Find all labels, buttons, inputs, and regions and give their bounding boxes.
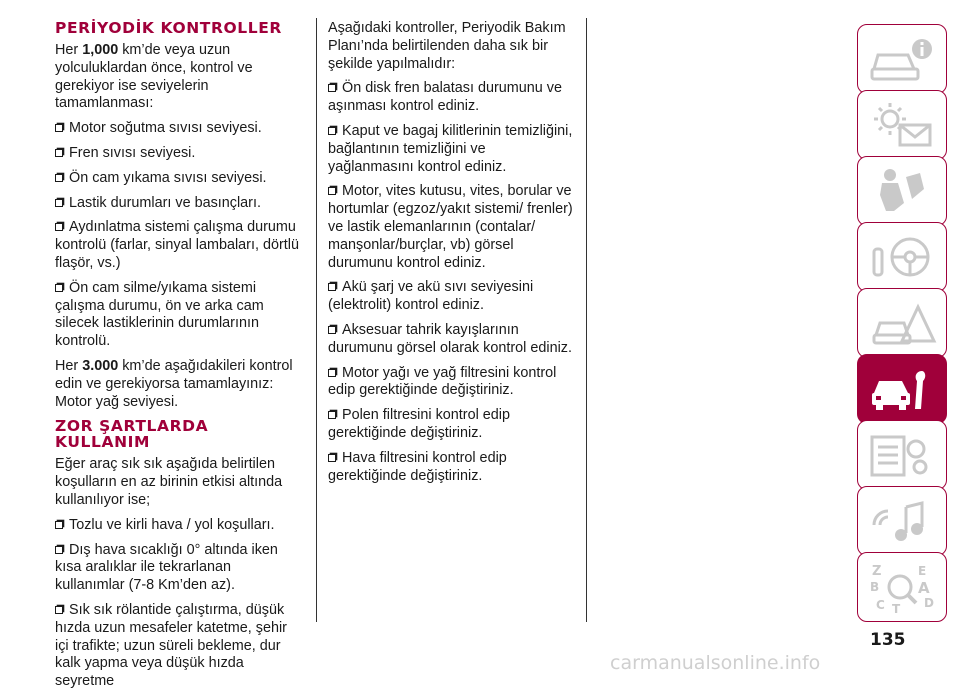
svg-text:T: T: [892, 602, 901, 615]
index-icon: [868, 561, 938, 615]
checklist-item-text: Ön cam silme/yıkama sistemi çalışma durumu, ön ve arka cam silecek lastiklerinin durumlarının kontrolü.: [55, 279, 264, 350]
tab-car-info[interactable]: [857, 24, 947, 94]
checklist-item-text: Polen filtresini kontrol edip gerektiğinde değiştiriniz.: [328, 407, 510, 441]
svg-text:B: B: [870, 580, 880, 594]
checkbox-bullet-icon: [328, 187, 336, 195]
starting-driving-icon: [868, 231, 938, 285]
checklist-item-text: Ön disk fren balatası durumunu ve aşınması kontrol ediniz.: [328, 80, 562, 115]
checkbox-bullet-icon: [328, 84, 336, 92]
checklist-item-text: Kaput ve bagaj kilitlerinin temizliğini, bağlantının temizliğini ve yağlanmasını kontrol ediniz.: [328, 122, 573, 175]
checklist-item: [55, 219, 301, 272]
section-heading-periodic-checks: PERİYODİK KONTROLLER: [55, 19, 282, 37]
checkbox-bullet-icon: [55, 223, 63, 231]
checklist-item: [55, 517, 301, 535]
page-number: 135: [870, 630, 906, 650]
checklist-item: [55, 195, 301, 213]
checklist-1: [55, 120, 301, 351]
tab-emergency[interactable]: [857, 288, 947, 358]
checkbox-bullet-icon: [328, 127, 336, 135]
checklist-item-text: Motor, vites kutusu, vites, borular ve hortumlar (egzoz/yakıt sistemi/ frenler) ve lastik elemanlarının (contalar/ manşonlar/burçlar, vb) görsel durumunu kontrol ediniz.: [328, 183, 573, 271]
emergency-icon: [868, 297, 938, 351]
checklist-item: [328, 80, 574, 116]
column-divider-2: [586, 18, 587, 622]
technical-data-icon: [868, 429, 938, 483]
svg-text:C: C: [876, 598, 885, 612]
tab-multimedia[interactable]: [857, 486, 947, 556]
checklist-item: [328, 279, 574, 315]
column-divider-1: [316, 18, 317, 622]
intro-paragraph-2: Her 3.000 km’de aşağıdakileri kontrol edin ve gerekiyorsa tamamlayınız: Motor yağ seviyesi.: [55, 357, 293, 410]
checkbox-bullet-icon: [328, 283, 336, 291]
checkbox-bullet-icon: [328, 369, 336, 377]
intro-paragraph-right: Aşağıdaki kontroller, Periyodik Bakım Planı’nda belirtilenden daha sık bir şekilde yapılmalıdır:: [328, 20, 566, 72]
warning-lights-icon: [868, 99, 938, 153]
intro-paragraph-3: Eğer araç sık sık aşağıda belirtilen koşulların en az birinin etkisi altında kullanılıyor ise;: [55, 456, 283, 508]
checklist-item-text: Dış hava sıcaklığı 0° altında iken kısa aralıklar ile tekrarlanan kullanımlar (7-8 Km’den az).: [55, 541, 278, 594]
tab-maintenance[interactable]: [857, 354, 947, 424]
svg-text:D: D: [924, 596, 934, 610]
checkbox-bullet-icon: [55, 149, 63, 157]
checklist-item: [328, 407, 574, 443]
checklist-item-text: Motor soğutma sıvısı seviyesi.: [69, 120, 262, 137]
checkbox-bullet-icon: [55, 284, 63, 292]
checklist-item: [328, 123, 574, 176]
checklist-item-text: Motor yağı ve yağ filtresini kontrol edip gerektiğinde değiştiriniz.: [328, 364, 557, 399]
checklist-item-text: Lastik durumları ve basınçları.: [69, 194, 261, 211]
checklist-item-text: Tozlu ve kirli hava / yol koşulları.: [69, 516, 275, 533]
checklist-item-text: Ön cam yıkama sıvısı seviyesi.: [69, 169, 267, 186]
checkbox-bullet-icon: [55, 521, 63, 529]
safety-airbag-icon: [868, 165, 938, 219]
checklist-item: [55, 145, 301, 163]
checklist-item: [328, 183, 574, 272]
svg-text:Z: Z: [872, 564, 882, 579]
checkbox-bullet-icon: [328, 326, 336, 334]
intro-paragraph-1: Her 1,000 km’de veya uzun yolculuklardan önce, kontrol ve gerekiyor ise seviyelerin tamamlanması:: [55, 42, 253, 112]
checklist-item-text: Sık sık rölantide çalıştırma, düşük hızda uzun mesafeler katetme, şehir içi trafikte; uzun süreli bekleme, dur kalk yapma veya düşük hızda seyretme: [55, 601, 287, 690]
multimedia-icon: [868, 495, 938, 549]
tab-starting-driving[interactable]: [857, 222, 947, 292]
checkbox-bullet-icon: [55, 174, 63, 182]
checklist-item: [55, 280, 301, 351]
checkbox-bullet-icon: [328, 454, 336, 462]
svg-text:A: A: [918, 579, 930, 597]
car-info-icon: [868, 33, 938, 87]
checklist-item-text: Aydınlatma sistemi çalışma durumu kontrolü (farlar, sinyal lambaları, dörtlü flaşör, vs.): [55, 219, 299, 271]
maintenance-icon: [868, 363, 938, 417]
tab-safety[interactable]: [857, 156, 947, 226]
checklist-item: [55, 170, 301, 188]
checklist-item: [328, 365, 574, 401]
checklist-item-text: Akü şarj ve akü sıvı seviyesini (elektrolit) kontrol ediniz.: [328, 279, 534, 314]
tab-warning-lights[interactable]: [857, 90, 947, 160]
checklist-item-text: Aksesuar tahrik kayışlarının durumunu görsel olarak kontrol ediniz.: [328, 321, 572, 356]
checklist-2: [55, 517, 301, 691]
checkbox-bullet-icon: [55, 546, 63, 554]
checklist-item: [55, 542, 301, 595]
checklist-item-text: Fren sıvısı seviyesi.: [69, 144, 196, 161]
checklist-3: [328, 80, 574, 485]
checklist-item: [328, 322, 574, 358]
svg-text:E: E: [918, 564, 927, 578]
checklist-item: [328, 450, 574, 486]
checkbox-bullet-icon: [55, 199, 63, 207]
tab-technical-data[interactable]: [857, 420, 947, 490]
section-heading-severe-conditions: ZOR ŞARTLARDA KULLANIM: [55, 417, 209, 452]
checklist-item-text: Hava filtresini kontrol edip gerektiğinde değiştiriniz.: [328, 449, 507, 484]
left-column: [55, 20, 301, 698]
watermark: carmanualsonline.info: [610, 652, 821, 674]
checkbox-bullet-icon: [55, 606, 63, 614]
checklist-item: [55, 120, 301, 138]
checkbox-bullet-icon: [55, 124, 63, 132]
checkbox-bullet-icon: [328, 411, 336, 419]
tab-index[interactable]: [857, 552, 947, 622]
right-column: [328, 20, 574, 492]
